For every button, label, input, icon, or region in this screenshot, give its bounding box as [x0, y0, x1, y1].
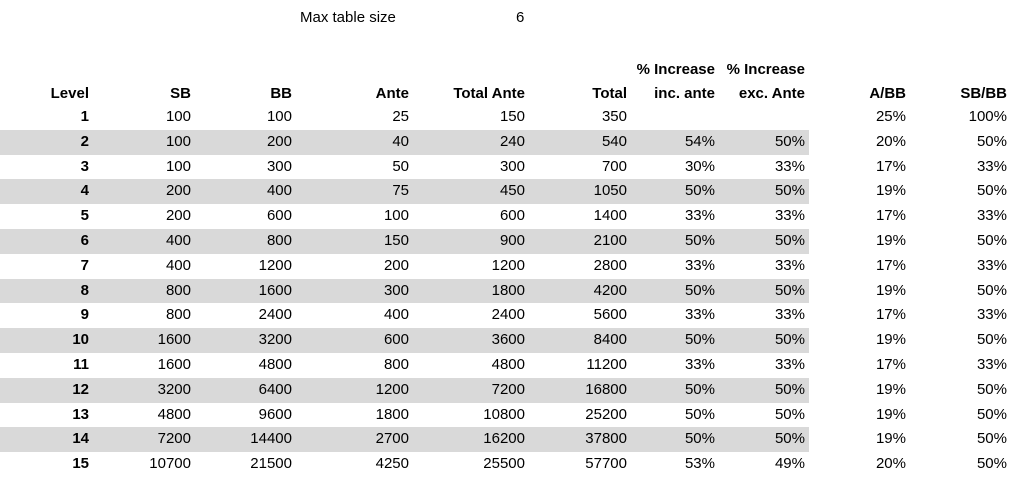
- cell-sb_bb: 50%: [976, 132, 1007, 150]
- cell-a_bb: 20%: [875, 132, 906, 150]
- cell-ante: 4250: [375, 455, 409, 473]
- cell-sb: 4800: [157, 405, 191, 423]
- cell-a_bb: 25%: [875, 108, 906, 125]
- cell-a_bb: 17%: [875, 207, 906, 225]
- cell-a_bb: 17%: [875, 157, 906, 175]
- cell-total_ante: 300: [499, 157, 525, 175]
- cell-sb: 100: [165, 108, 191, 125]
- cell-exc_ante: [705, 105, 805, 130]
- cell-sb_bb: 50%: [976, 455, 1007, 473]
- cell-total_ante: 150: [499, 108, 525, 125]
- cell-sb_bb: 50%: [976, 430, 1007, 448]
- table-row: [0, 303, 1024, 328]
- cell-a_bb: 19%: [875, 430, 906, 448]
- table-row: [0, 105, 1024, 130]
- table-row: [0, 427, 1024, 452]
- table-row: [0, 229, 1024, 254]
- cell-sb: 200: [165, 207, 191, 225]
- cell-bb: 14400: [250, 430, 292, 448]
- cell-level: 9: [80, 306, 89, 324]
- table-row: [0, 254, 1024, 279]
- cell-level: 6: [80, 232, 89, 249]
- cell-sb_bb: 50%: [976, 405, 1007, 423]
- cell-exc_ante: 33%: [774, 356, 805, 373]
- table-row: [0, 328, 1024, 353]
- cell-a_bb: 17%: [875, 356, 906, 373]
- cell-total: 4200: [593, 281, 627, 299]
- cell-total: 2800: [593, 256, 627, 274]
- cell-sb_bb: 33%: [976, 306, 1007, 324]
- table-row: [0, 130, 1024, 155]
- cell-total_ante: 1200: [491, 256, 525, 274]
- cell-sb: 1600: [157, 356, 191, 373]
- cell-inc_ante: 33%: [684, 207, 715, 225]
- max-table-size-label: Max table size: [300, 9, 396, 26]
- cell-inc_ante: 50%: [684, 331, 715, 349]
- cell-sb: 800: [165, 306, 191, 324]
- cell-level: 3: [80, 157, 89, 175]
- cell-level: 11: [73, 356, 89, 373]
- cell-inc_ante: 50%: [684, 380, 715, 398]
- cell-bb: 800: [266, 232, 292, 249]
- cell-total: 700: [601, 157, 627, 175]
- cell-exc_ante: 33%: [774, 157, 805, 175]
- cell-sb: 3200: [157, 380, 191, 398]
- cell-sb_bb: 33%: [976, 207, 1007, 225]
- cell-exc_ante: 33%: [774, 256, 805, 274]
- cell-level: 5: [80, 207, 89, 225]
- cell-ante: 600: [383, 331, 409, 349]
- cell-inc_ante: 50%: [684, 182, 715, 200]
- cell-ante: 25: [392, 108, 409, 125]
- cell-bb: 9600: [258, 405, 292, 423]
- cell-bb: 100: [266, 108, 292, 125]
- cell-exc_ante: 50%: [774, 380, 805, 398]
- cell-a_bb: 19%: [875, 331, 906, 349]
- cell-inc_ante: 33%: [684, 256, 715, 274]
- cell-total: 57700: [585, 455, 627, 473]
- header-inc_ante-line1: % Increase: [636, 61, 715, 78]
- cell-bb: 1200: [258, 256, 292, 274]
- cell-bb: 1600: [258, 281, 292, 299]
- cell-level: 1: [80, 108, 89, 125]
- cell-sb_bb: 50%: [976, 182, 1007, 200]
- cell-total: 5600: [593, 306, 627, 324]
- header-total: Total: [592, 85, 627, 102]
- cell-bb: 200: [266, 132, 292, 150]
- cell-level: 15: [72, 455, 89, 473]
- cell-total_ante: 450: [499, 182, 525, 200]
- cell-inc_ante: 50%: [684, 281, 715, 299]
- header-exc_ante-line1: % Increase: [726, 61, 805, 78]
- cell-sb: 400: [165, 232, 191, 249]
- cell-sb: 7200: [157, 430, 191, 448]
- cell-total_ante: 240: [499, 132, 525, 150]
- cell-exc_ante: 33%: [774, 306, 805, 324]
- cell-ante: 1800: [375, 405, 409, 423]
- table-row: [0, 155, 1024, 180]
- cell-inc_ante: 30%: [684, 157, 715, 175]
- cell-a_bb: 19%: [875, 380, 906, 398]
- cell-level: 8: [80, 281, 89, 299]
- cell-total: 11200: [586, 356, 627, 373]
- cell-sb_bb: 33%: [976, 256, 1007, 274]
- cell-bb: 600: [266, 207, 292, 225]
- cell-ante: 300: [383, 281, 409, 299]
- cell-level: 10: [72, 331, 89, 349]
- cell-exc_ante: 49%: [774, 455, 805, 473]
- cell-total_ante: 600: [499, 207, 525, 225]
- cell-inc_ante: 50%: [684, 232, 715, 249]
- cell-exc_ante: 33%: [774, 207, 805, 225]
- cell-sb: 400: [165, 256, 191, 274]
- cell-sb_bb: 50%: [976, 331, 1007, 349]
- table-row: [0, 204, 1024, 229]
- cell-total: 16800: [585, 380, 627, 398]
- cell-a_bb: 19%: [875, 182, 906, 200]
- table-row: [0, 179, 1024, 204]
- cell-total: 350: [601, 108, 627, 125]
- cell-ante: 2700: [375, 430, 409, 448]
- cell-total: 2100: [593, 232, 627, 249]
- header-ante: Ante: [375, 85, 409, 102]
- cell-exc_ante: 50%: [774, 182, 805, 200]
- cell-ante: 200: [383, 256, 409, 274]
- cell-total: 37800: [585, 430, 627, 448]
- cell-bb: 300: [266, 157, 292, 175]
- cell-level: 14: [72, 430, 89, 448]
- cell-total_ante: 2400: [491, 306, 525, 324]
- max-table-size-value: 6: [516, 9, 525, 26]
- cell-a_bb: 19%: [875, 232, 906, 249]
- cell-level: 2: [80, 132, 89, 150]
- cell-level: 7: [80, 256, 89, 274]
- cell-a_bb: 19%: [875, 281, 906, 299]
- header-total_ante: Total Ante: [453, 85, 525, 102]
- cell-sb_bb: 100%: [968, 108, 1007, 125]
- table-row: [0, 353, 1024, 378]
- cell-total_ante: 3600: [491, 331, 525, 349]
- cell-inc_ante: 53%: [684, 455, 715, 473]
- cell-ante: 1200: [375, 380, 409, 398]
- header-exc_ante: exc. Ante: [738, 85, 805, 102]
- cell-total: 8400: [593, 331, 627, 349]
- table-row: [0, 452, 1024, 477]
- cell-bb: 4800: [258, 356, 292, 373]
- cell-a_bb: 17%: [875, 306, 906, 324]
- cell-level: 4: [80, 182, 89, 200]
- cell-bb: 2400: [258, 306, 292, 324]
- cell-ante: 800: [383, 356, 409, 373]
- cell-bb: 6400: [258, 380, 292, 398]
- cell-sb: 800: [165, 281, 191, 299]
- cell-sb: 10700: [149, 455, 191, 473]
- cell-sb_bb: 50%: [976, 232, 1007, 249]
- cell-sb: 1600: [157, 331, 191, 349]
- cell-level: 13: [72, 405, 89, 423]
- header-inc_ante: inc. ante: [654, 85, 715, 102]
- cell-total_ante: 7200: [491, 380, 525, 398]
- cell-sb_bb: 50%: [976, 281, 1007, 299]
- cell-sb_bb: 50%: [976, 380, 1007, 398]
- cell-a_bb: 17%: [875, 256, 906, 274]
- cell-total_ante: 4800: [491, 356, 525, 373]
- cell-ante: 50: [392, 157, 409, 175]
- cell-inc_ante: 33%: [684, 356, 715, 373]
- cell-level: 12: [72, 380, 89, 398]
- table-row: [0, 279, 1024, 304]
- header-bb: BB: [270, 85, 292, 102]
- cell-total_ante: 1800: [491, 281, 525, 299]
- cell-total: 1050: [593, 182, 627, 200]
- header-sb_bb: SB/BB: [960, 85, 1007, 102]
- cell-exc_ante: 50%: [774, 281, 805, 299]
- cell-bb: 3200: [258, 331, 292, 349]
- header-a_bb: A/BB: [869, 85, 906, 102]
- cell-sb: 200: [165, 182, 191, 200]
- cell-sb_bb: 33%: [976, 157, 1007, 175]
- cell-exc_ante: 50%: [774, 430, 805, 448]
- header-level: Level: [50, 85, 89, 102]
- cell-inc_ante: 54%: [684, 132, 715, 150]
- cell-ante: 150: [383, 232, 409, 249]
- cell-ante: 100: [383, 207, 409, 225]
- cell-sb: 100: [165, 132, 191, 150]
- cell-bb: 400: [266, 182, 292, 200]
- cell-bb: 21500: [250, 455, 292, 473]
- cell-ante: 400: [383, 306, 409, 324]
- cell-exc_ante: 50%: [774, 132, 805, 150]
- cell-inc_ante: 33%: [684, 306, 715, 324]
- table-row: [0, 403, 1024, 428]
- cell-total: 1400: [593, 207, 627, 225]
- cell-a_bb: 20%: [875, 455, 906, 473]
- cell-ante: 75: [392, 182, 409, 200]
- cell-exc_ante: 50%: [774, 331, 805, 349]
- cell-sb_bb: 33%: [976, 356, 1007, 373]
- table-row: [0, 378, 1024, 403]
- header-sb: SB: [170, 85, 191, 102]
- cell-inc_ante: [615, 105, 715, 130]
- cell-total_ante: 16200: [483, 430, 525, 448]
- cell-a_bb: 19%: [875, 405, 906, 423]
- cell-inc_ante: 50%: [684, 405, 715, 423]
- cell-ante: 40: [392, 132, 409, 150]
- cell-total_ante: 10800: [483, 405, 525, 423]
- cell-total_ante: 25500: [483, 455, 525, 473]
- cell-sb: 100: [165, 157, 191, 175]
- cell-exc_ante: 50%: [774, 232, 805, 249]
- cell-exc_ante: 50%: [774, 405, 805, 423]
- cell-total: 540: [601, 132, 627, 150]
- cell-total_ante: 900: [499, 232, 525, 249]
- cell-total: 25200: [585, 405, 627, 423]
- cell-inc_ante: 50%: [684, 430, 715, 448]
